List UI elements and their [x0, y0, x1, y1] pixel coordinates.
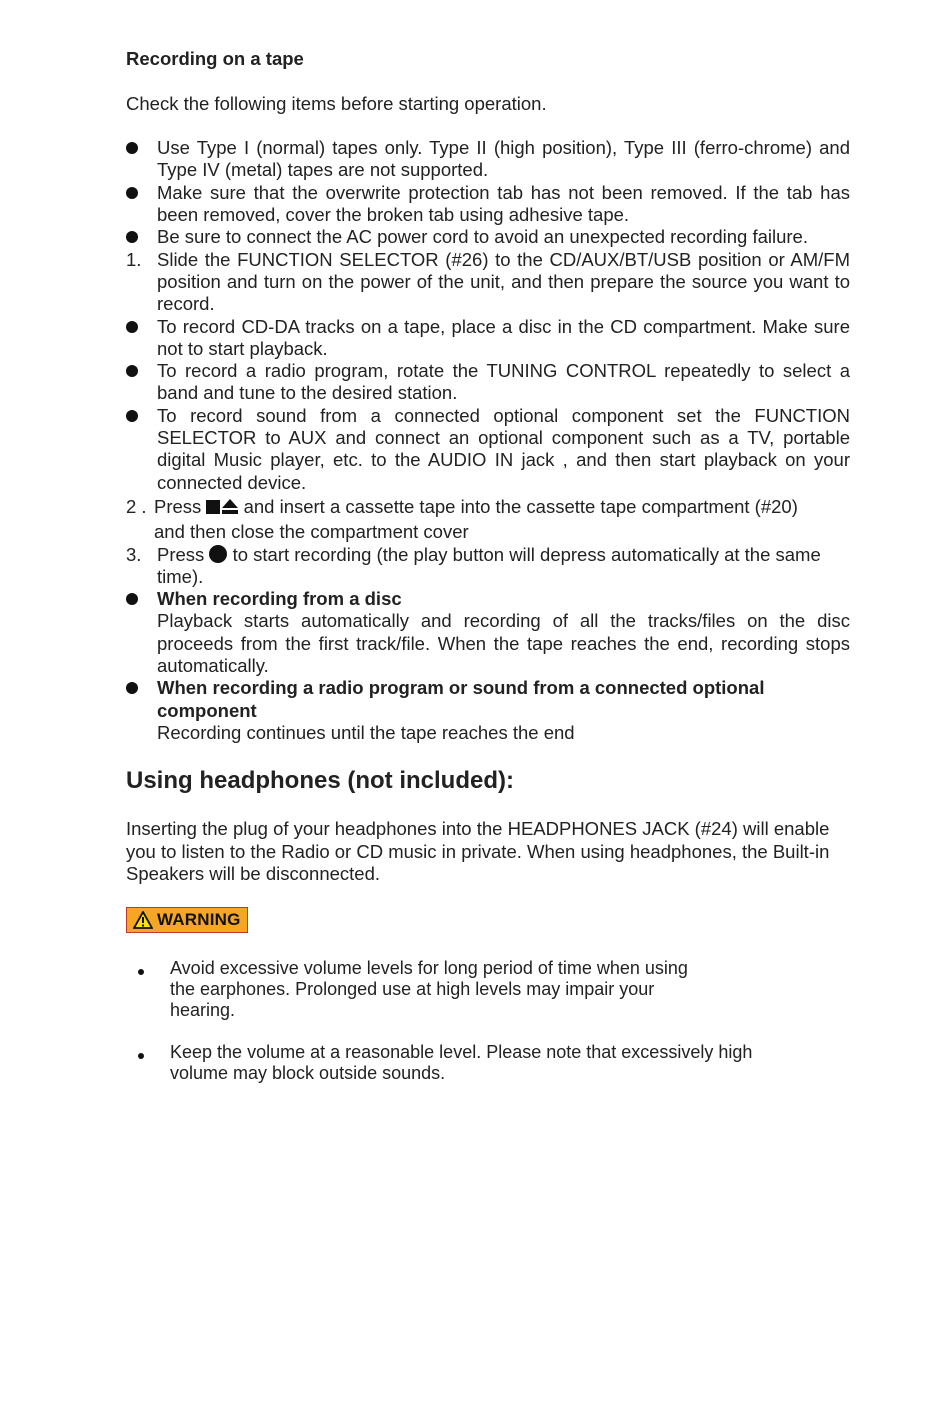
bullet-icon: [126, 365, 138, 377]
list-item: To record CD-DA tracks on a tape, place a disc in the CD compartment. Make sure not to start playback.: [126, 316, 850, 361]
bullet-icon: [126, 321, 138, 333]
list-item: Make sure that the overwrite protection tab has not been removed. If the tab has been removed, cover the broken tab using adhesive tape.: [126, 182, 850, 227]
headphones-text: Inserting the plug of your headphones into the HEADPHONES JACK (#24) will enable you to listen to the Radio or CD music in private. When using headphones, the Built-in Speakers will be disconnected.: [126, 818, 830, 884]
section-title-recording: Recording on a tape: [126, 48, 304, 69]
section-title-headphones: Using headphones (not included):: [126, 767, 514, 795]
list-item: Use Type I (normal) tapes only. Type II (high position), Type III (ferro-chrome) and Type IV (metal) tapes are not supported.: [126, 137, 850, 182]
bullet-icon: [138, 969, 144, 975]
document-page: [126, 48, 850, 1084]
step-2-continuation: and then close the compartment cover: [154, 521, 469, 543]
bullet-icon: [126, 410, 138, 422]
stop-eject-icon: [206, 499, 238, 514]
record-icon: [209, 545, 227, 563]
intro-text: Check the following items before starting operation.: [126, 92, 547, 114]
step-1: 1. Slide the FUNCTION SELECTOR (#26) to the CD/AUX/BT/USB position or AM/FM position and turn on the power of the unit, and then prepare the source you want to record.: [126, 248, 850, 315]
list-item: When recording from a disc Playback starts automatically and recording of all the tracks/files on the disc proceeds from the first track/file. When the tape reaches the end, recording stops automatically.: [126, 588, 850, 677]
bullet-icon: [126, 187, 138, 199]
step-3: 3. Press to start recording (the play button will depress automatically at the same time).: [126, 543, 821, 587]
list-item: Keep the volume at a reasonable level. Please note that excessively high volume may block outside sounds.: [126, 1042, 850, 1084]
list-item: Avoid excessive volume levels for long period of time when using the earphones. Prolonged use at high levels may impair your hearing.: [126, 958, 850, 1021]
list-item: To record a radio program, rotate the TUNING CONTROL repeatedly to select a band and tune to the desired station.: [126, 360, 850, 405]
bullet-icon: [126, 231, 138, 243]
list-item: To record sound from a connected optional component set the FUNCTION SELECTOR to AUX and connect an optional component such as a TV, portable digital Music player, etc. to the AUDIO IN jack , and then start playback on your connected device.: [126, 405, 850, 494]
warning-triangle-icon: [133, 911, 153, 929]
bullet-icon: [126, 142, 138, 154]
list-item: When recording a radio program or sound from a connected optional component Recording continues until the tape reaches the end: [126, 677, 850, 744]
list-item: Be sure to connect the AC power cord to avoid an unexpected recording failure.: [126, 226, 850, 248]
bullet-icon: [138, 1053, 144, 1059]
warning-badge: WARNING: [126, 907, 248, 933]
step-2: 2 . Press and insert a cassette tape into the cassette tape compartment (#20): [126, 495, 798, 517]
bullet-icon: [126, 593, 138, 605]
bullet-icon: [126, 682, 138, 694]
